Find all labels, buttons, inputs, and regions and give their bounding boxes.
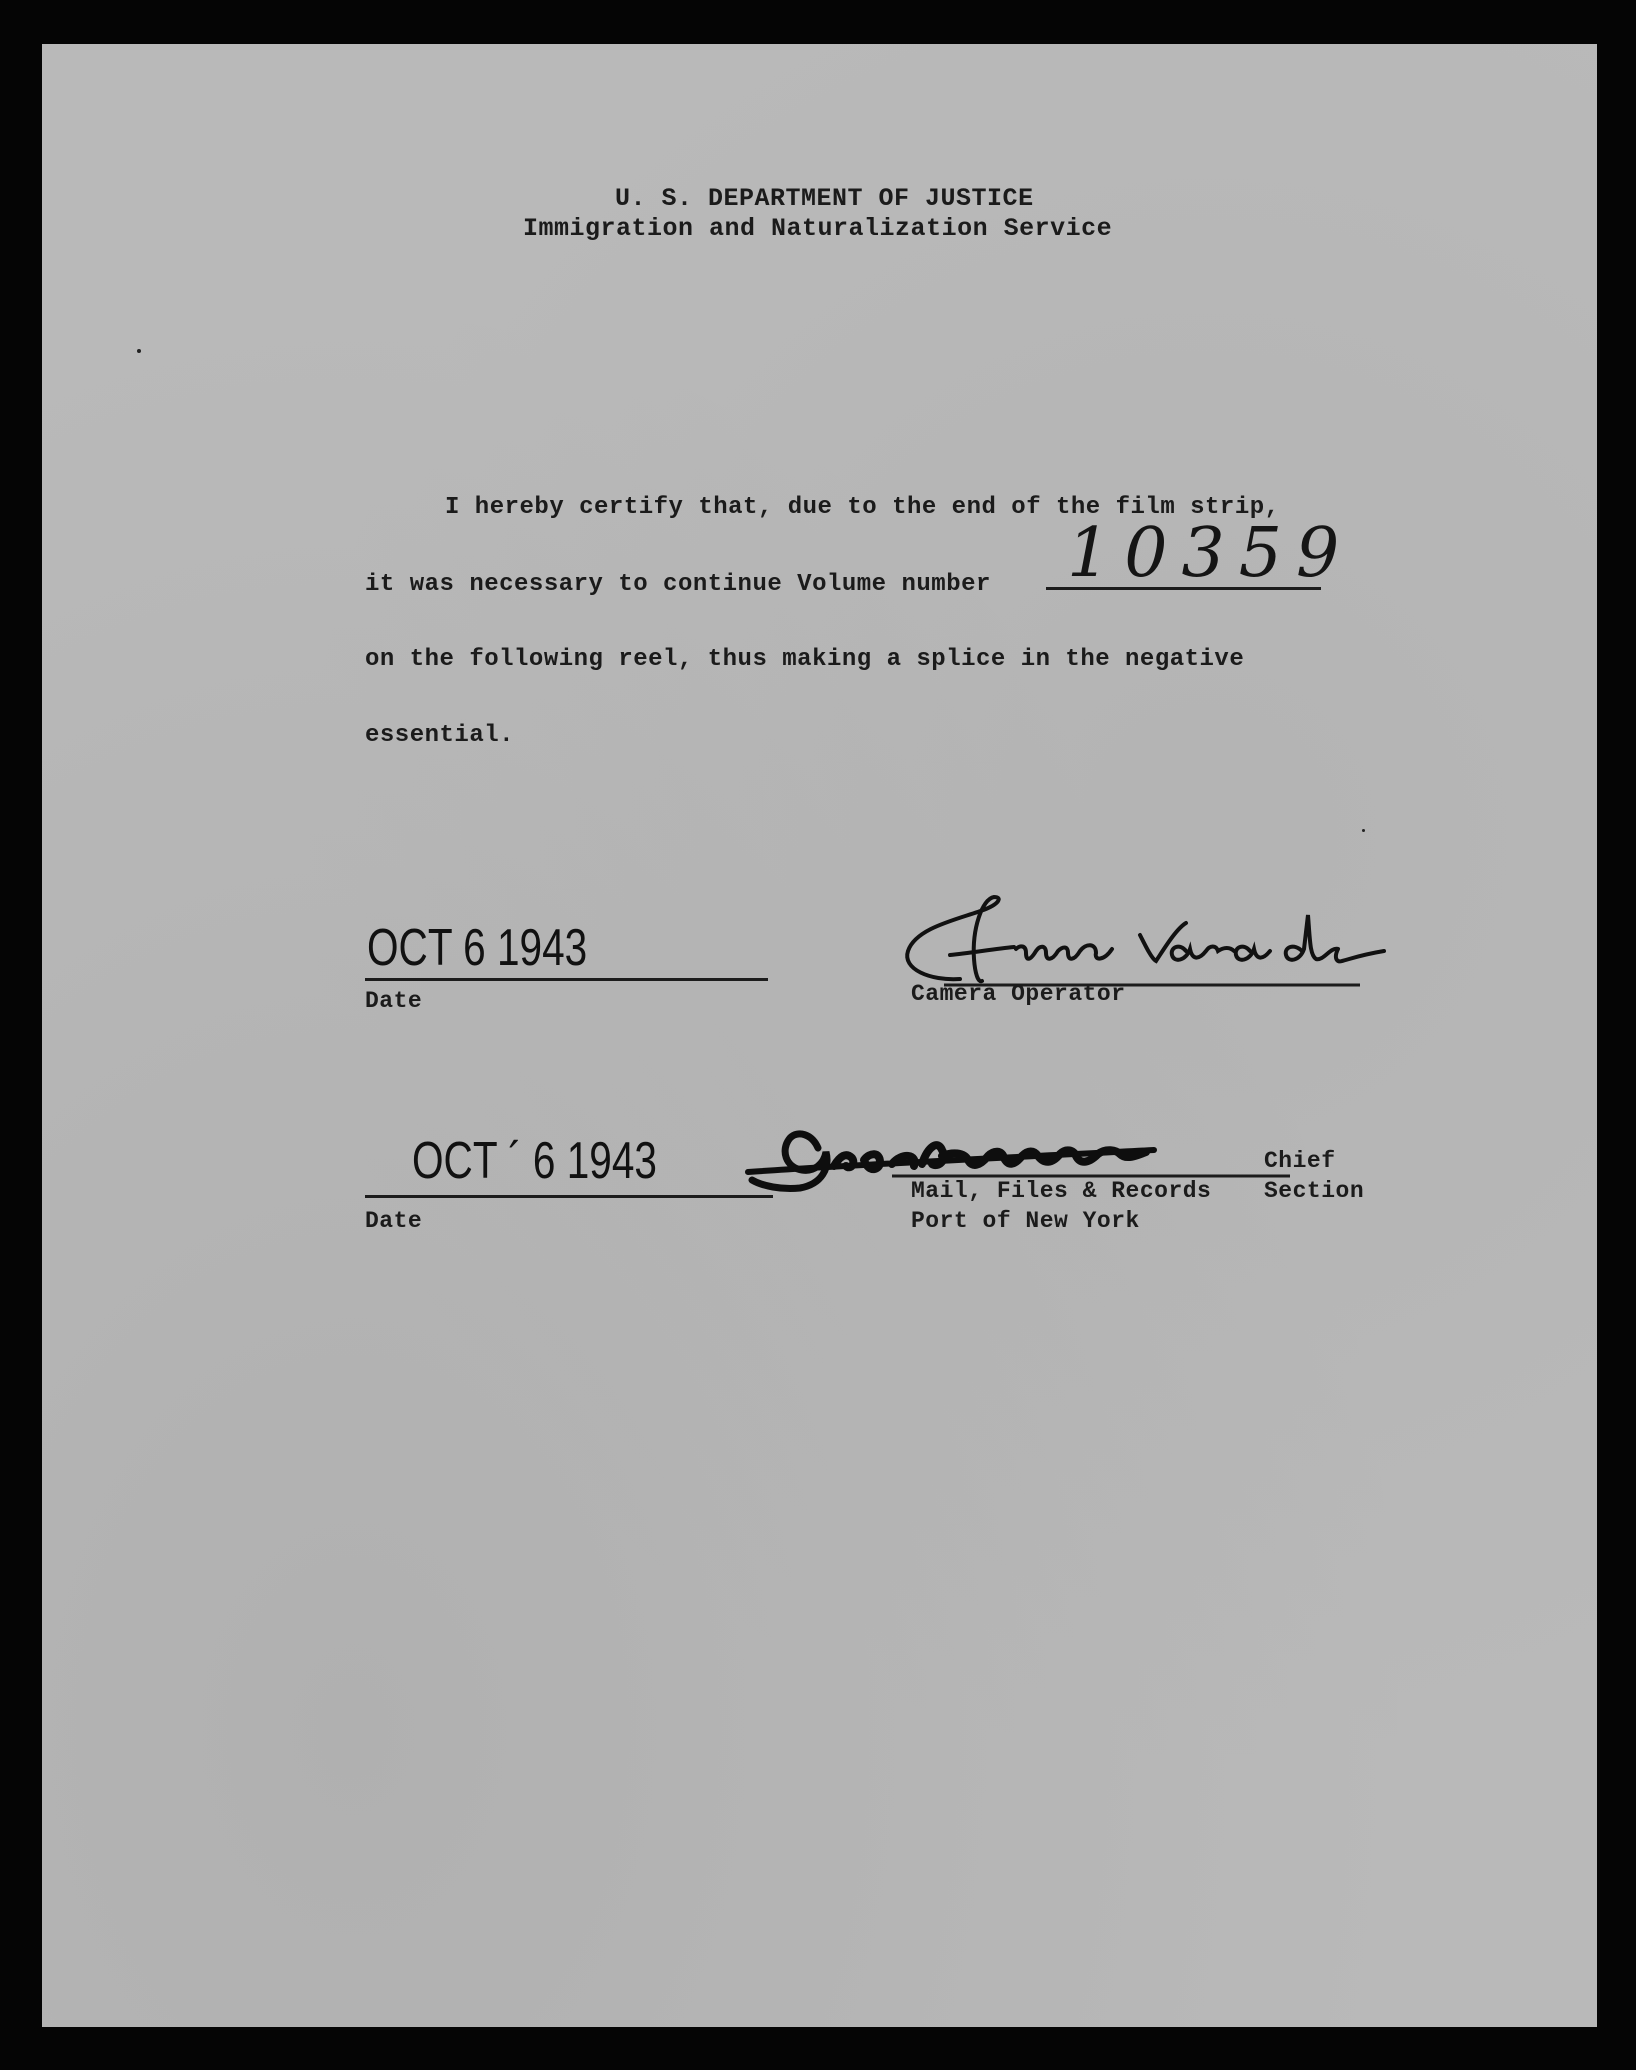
- port-of-new-york-label: Port of New York: [911, 1208, 1140, 1234]
- date-line-1: [365, 978, 768, 981]
- scan-speck: [1362, 829, 1365, 832]
- certification-line-2: it was necessary to continue Volume number: [365, 571, 991, 598]
- date-stamp-1: OCT 6 1943: [367, 919, 588, 977]
- date-label-1: Date: [365, 988, 423, 1014]
- service-heading: Immigration and Naturalization Service: [523, 214, 1113, 243]
- certification-line-1: I hereby certify that, due to the end of the film strip,: [445, 494, 1280, 521]
- chief-label: Chief: [1264, 1148, 1336, 1174]
- scan-speck: [137, 349, 141, 353]
- paper-sheet: [42, 44, 1597, 2027]
- certification-line-3: on the following reel, thus making a splice in the negative: [365, 646, 1245, 673]
- date-label-2: Date: [365, 1208, 423, 1234]
- camera-operator-label: Camera Operator: [911, 981, 1126, 1007]
- certification-line-4: essential.: [365, 722, 515, 749]
- date-stamp-2: OCT ´ 6 1943: [412, 1132, 657, 1190]
- volume-number: 10359: [1067, 514, 1354, 593]
- date-line-2: [365, 1195, 773, 1198]
- mail-files-records-label: Mail, Files & Records: [911, 1178, 1212, 1204]
- department-heading: U. S. DEPARTMENT OF JUSTICE: [615, 184, 1034, 213]
- section-label: Section: [1264, 1178, 1365, 1204]
